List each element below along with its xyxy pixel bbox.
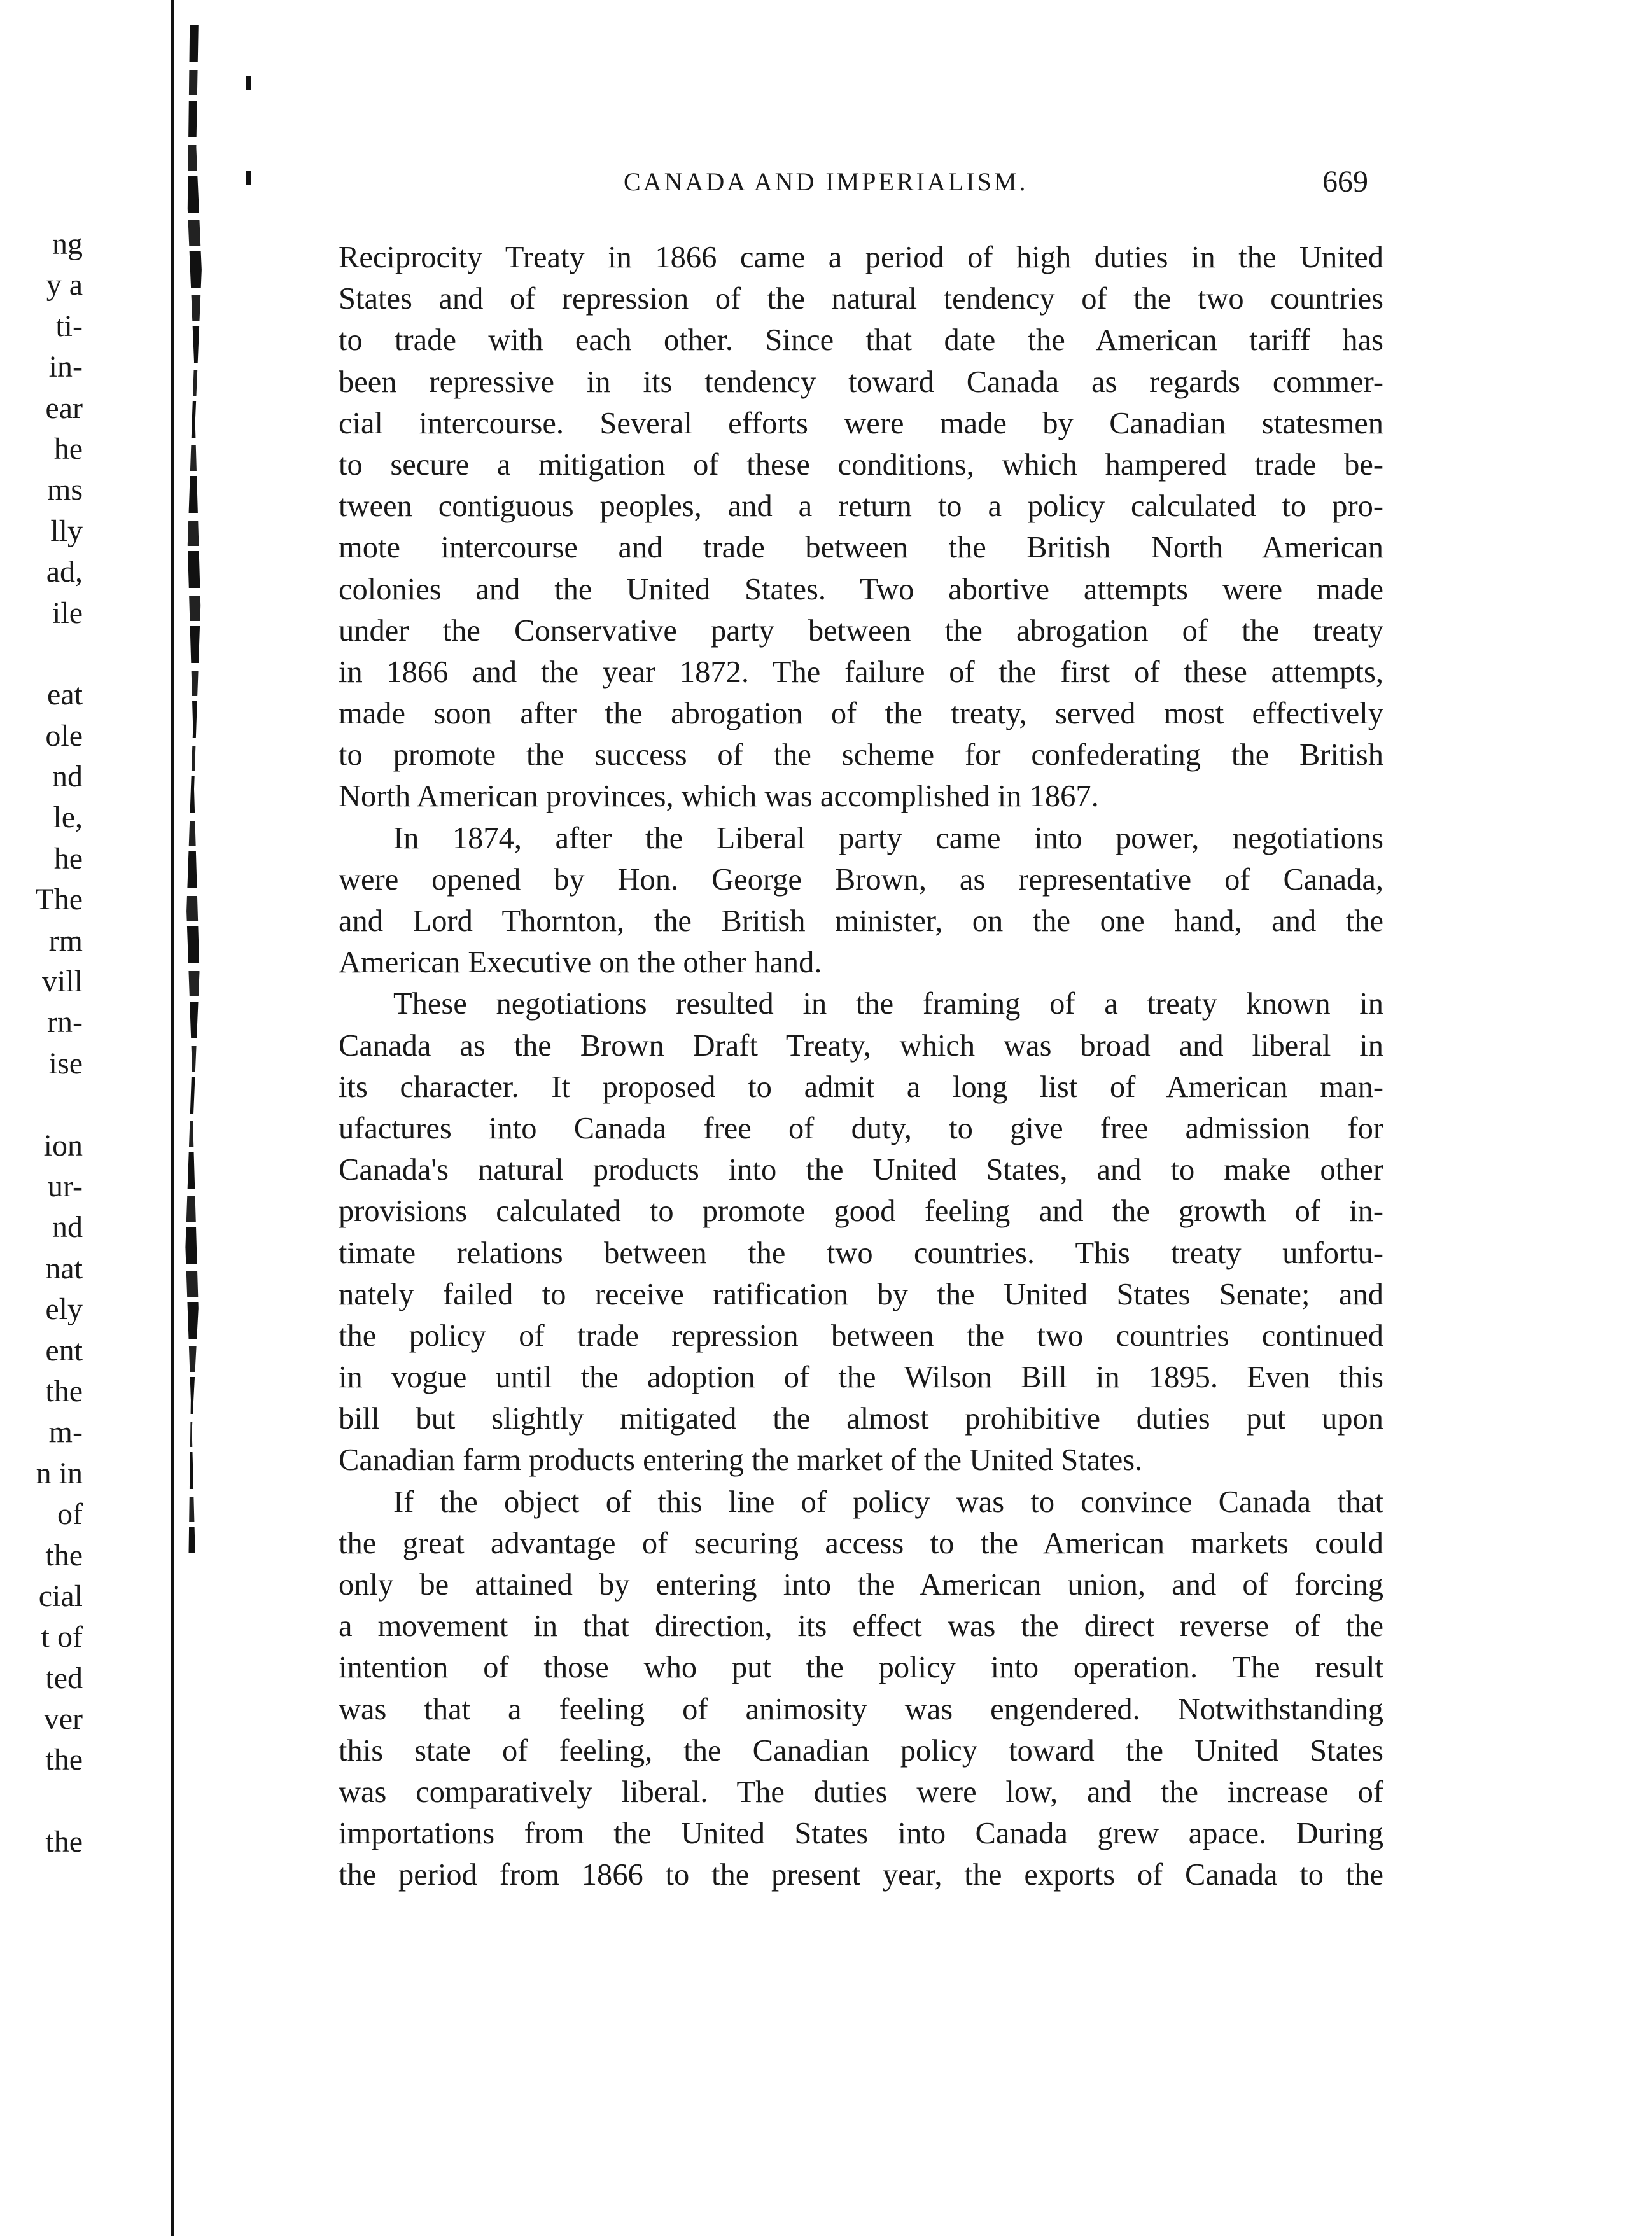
- text-line: These negotiations resulted in the framing of a treaty known in: [393, 987, 1383, 1021]
- text-line: was that a feeling of animosity was engendered. Notwithstanding: [339, 1692, 1383, 1726]
- text-line: tween contiguous peoples, and a return to a policy calculated to pro-: [339, 489, 1383, 524]
- text-line: ufactures into Canada free of duty, to give free admission for: [339, 1111, 1383, 1145]
- facing-page-line: [0, 1084, 83, 1125]
- text-line: its character. It proposed to admit a long list of American man-: [339, 1070, 1383, 1104]
- text-line: to promote the success of the scheme for confederating the British: [339, 738, 1383, 772]
- text-line: only be attained by entering into the American union, and of forcing: [339, 1568, 1383, 1602]
- facing-page-line: the: [45, 1538, 83, 1572]
- facing-page-line: ely: [45, 1292, 83, 1327]
- facing-page-line: ise: [48, 1046, 83, 1080]
- paragraph: [339, 1481, 1383, 1896]
- text-line: nately failed to receive ratification by the United States Senate; and: [339, 1277, 1383, 1311]
- page-number: 669: [1322, 165, 1368, 199]
- running-head: CANADA AND IMPERIALISM.: [624, 167, 1028, 196]
- text-line: provisions calculated to promote good feeling and the growth of in-: [339, 1194, 1383, 1229]
- facing-page-fragment: [0, 224, 83, 1863]
- text-line: cial intercourse. Several efforts were made by Canadian statesmen: [339, 406, 1383, 440]
- text-line: and Lord Thornton, the British minister, on the one hand, and the: [339, 904, 1383, 938]
- facing-page-line: in-: [48, 350, 83, 384]
- text-line: the great advantage of securing access to the American markets could: [339, 1526, 1383, 1560]
- text-line: mote intercourse and trade between the British North American: [339, 531, 1383, 565]
- text-line: Canadian farm products entering the market of the United States.: [339, 1443, 1143, 1478]
- facing-page-line: [0, 634, 83, 674]
- paragraph: [339, 983, 1383, 1481]
- facing-page-line: nat: [45, 1251, 83, 1285]
- text-line: bill but slightly mitigated the almost prohibitive duties put upon: [339, 1402, 1383, 1436]
- facing-page-line: ion: [43, 1128, 83, 1163]
- text-line: in vogue until the adoption of the Wilson Bill in 1895. Even this: [339, 1360, 1383, 1395]
- text-line: States and of repression of the natural tendency of the two countries: [339, 282, 1383, 316]
- binding-rule: [171, 0, 174, 2236]
- facing-page-line: ole: [45, 718, 83, 753]
- facing-page-line: ver: [43, 1702, 83, 1736]
- facing-page-line: ile: [52, 596, 83, 630]
- facing-page-line: the: [45, 1825, 83, 1859]
- facing-page-line: the: [45, 1743, 83, 1777]
- facing-page-line: n in: [36, 1456, 83, 1490]
- text-line: to trade with each other. Since that date the American tariff has: [339, 323, 1383, 358]
- text-line: were opened by Hon. George Brown, as representative of Canada,: [339, 862, 1383, 897]
- text-line: this state of feeling, the Canadian policy toward the United States: [339, 1733, 1383, 1768]
- gutter-mark: [246, 76, 251, 90]
- text-line: the period from 1866 to the present year, the exports of Canada to the: [339, 1858, 1383, 1892]
- paragraph: [339, 237, 1383, 818]
- text-line: the policy of trade repression between the two countries continued: [339, 1318, 1383, 1353]
- facing-page-line: nd: [52, 760, 83, 794]
- text-line: Reciprocity Treaty in 1866 came a period of high duties in the United: [339, 241, 1383, 274]
- facing-page-line: nd: [52, 1210, 83, 1245]
- facing-page-line: The: [35, 883, 83, 917]
- text-line: in 1866 and the year 1872. The failure of the first of these attempts,: [339, 655, 1383, 689]
- gutter-mark: [246, 171, 251, 185]
- facing-page-line: ur-: [47, 1169, 83, 1203]
- text-line: Canada as the Brown Draft Treaty, which was broad and liberal in: [339, 1028, 1383, 1063]
- facing-page-line: ms: [46, 473, 83, 507]
- facing-page-line: eat: [47, 678, 83, 712]
- facing-page-line: cial: [38, 1579, 83, 1613]
- facing-page-line: y a: [46, 268, 83, 302]
- facing-page-line: ear: [45, 391, 83, 425]
- text-line: North American provinces, which was accomplished in 1867.: [339, 779, 1099, 814]
- body-text: [339, 237, 1383, 1896]
- facing-page-line: m-: [48, 1415, 83, 1450]
- facing-page-line: the: [45, 1374, 83, 1408]
- text-line: was comparatively liberal. The duties were low, and the increase of: [339, 1775, 1383, 1809]
- text-line: intention of those who put the policy into operation. The result: [339, 1651, 1383, 1685]
- text-line: American Executive on the other hand.: [339, 946, 822, 980]
- facing-page-line: rn-: [47, 1005, 83, 1040]
- facing-page-line: he: [53, 841, 83, 876]
- facing-page-line: of: [57, 1497, 83, 1532]
- text-line: timate relations between the two countries. This treaty unfortu-: [339, 1236, 1383, 1270]
- text-line: Canada's natural products into the United States, and to make other: [339, 1153, 1383, 1187]
- text-line: been repressive in its tendency toward Canada as regards commer-: [339, 365, 1383, 399]
- text-line: In 1874, after the Liberal party came into power, negotiations: [393, 821, 1383, 855]
- text-line: made soon after the abrogation of the treaty, served most effectively: [339, 697, 1383, 731]
- facing-page-line: lly: [50, 514, 83, 548]
- text-line: under the Conservative party between the abrogation of the treaty: [339, 613, 1383, 648]
- text-line: to secure a mitigation of these conditions, which hampered trade be-: [339, 447, 1383, 482]
- facing-page-line: [0, 1781, 83, 1822]
- facing-page-line: ng: [52, 227, 83, 261]
- facing-page-line: ent: [45, 1333, 83, 1367]
- facing-page-line: ti-: [55, 309, 83, 343]
- facing-page-line: vill: [41, 965, 83, 999]
- text-line: a movement in that direction, its effect was the direct reverse of the: [339, 1609, 1383, 1644]
- facing-page-line: he: [53, 431, 83, 466]
- facing-page-line: ted: [45, 1661, 83, 1695]
- facing-page-line: rm: [48, 923, 83, 958]
- text-line: importations from the United States into Canada grew apace. During: [339, 1817, 1383, 1851]
- paragraph: [339, 818, 1383, 984]
- text-line: If the object of this line of policy was to convince Canada that: [393, 1485, 1383, 1519]
- facing-page-line: le,: [53, 800, 83, 835]
- facing-page-line: ad,: [46, 555, 83, 589]
- binding-edge: [183, 25, 205, 1553]
- text-line: colonies and the United States. Two abortive attempts were made: [339, 572, 1383, 606]
- facing-page-line: t of: [41, 1620, 83, 1654]
